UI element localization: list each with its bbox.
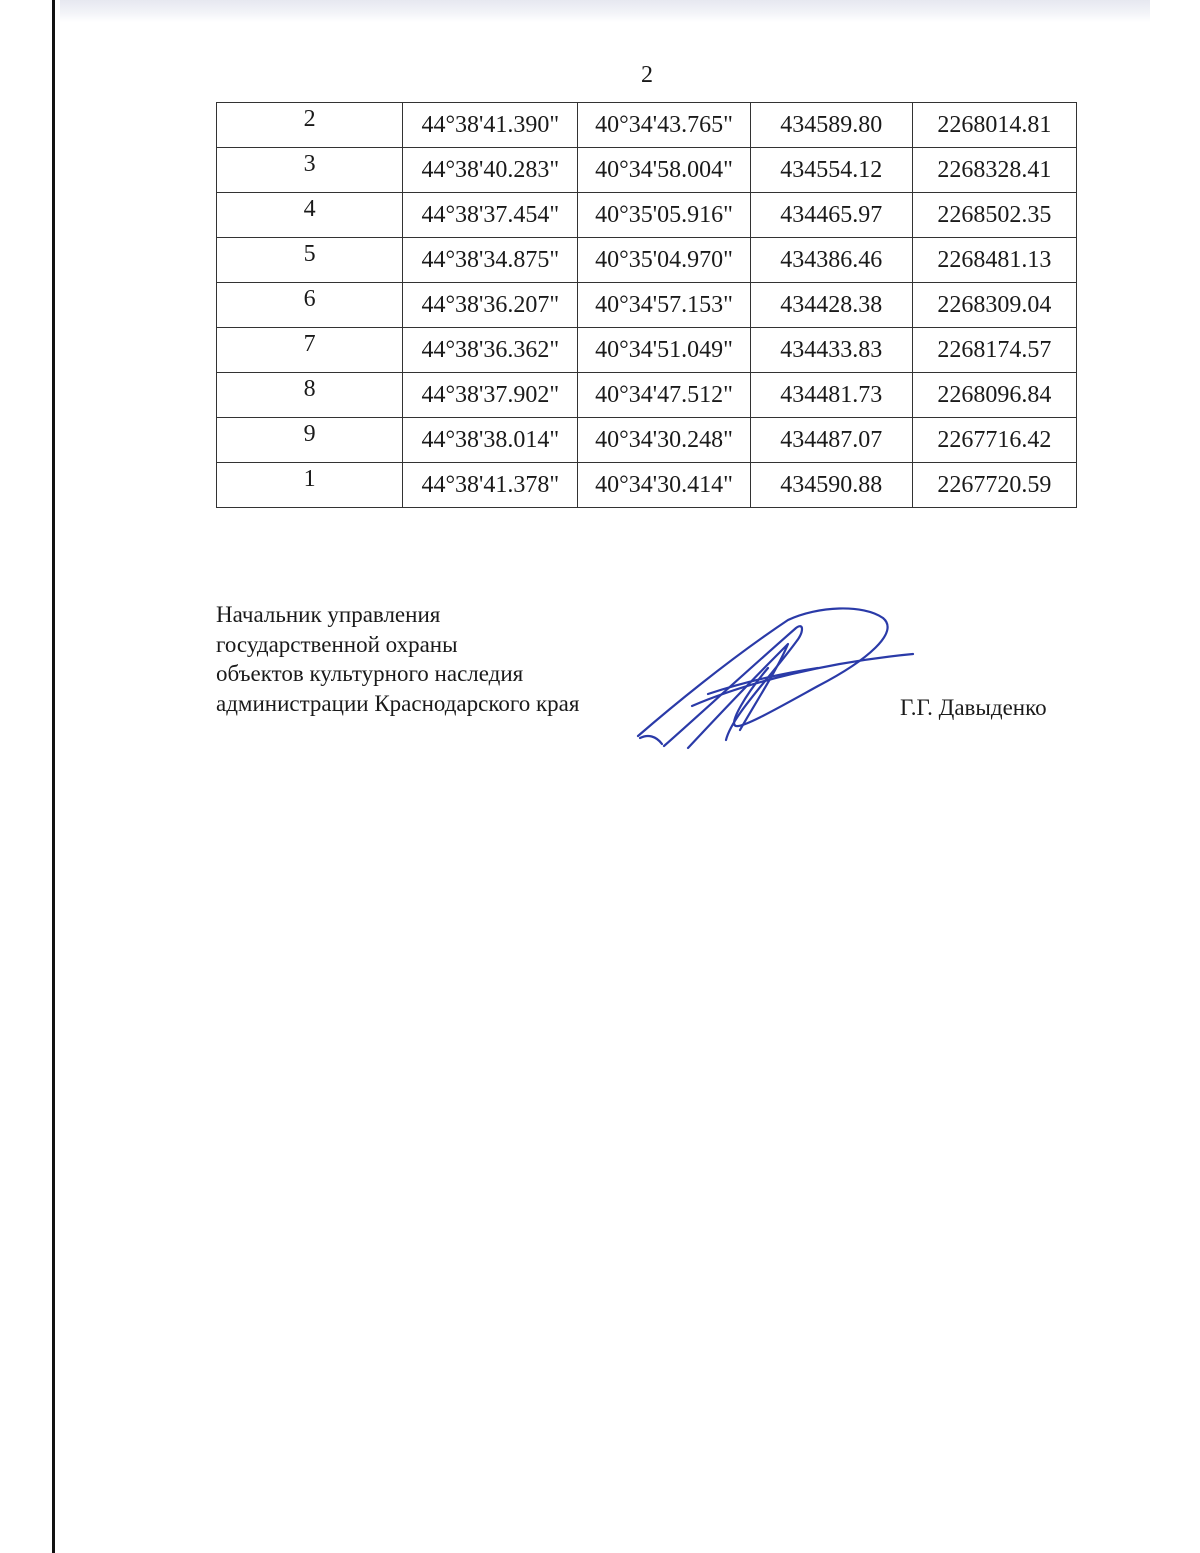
longitude-cell: 40°34'58.004" xyxy=(578,148,750,193)
y-coordinate-cell: 2267716.42 xyxy=(912,418,1076,463)
table-row xyxy=(217,283,1077,328)
point-number-cell: 2 xyxy=(217,103,403,148)
latitude-cell: 44°38'36.362" xyxy=(403,328,578,373)
signatory-position xyxy=(216,600,579,718)
y-coordinate-cell: 2268096.84 xyxy=(912,373,1076,418)
longitude-cell: 40°34'47.512" xyxy=(578,373,750,418)
coordinates-table xyxy=(216,102,1077,508)
longitude-cell: 40°35'05.916" xyxy=(578,193,750,238)
latitude-cell: 44°38'38.014" xyxy=(403,418,578,463)
signatory-position-line: государственной охраны xyxy=(216,631,458,657)
signatory-position-line: Начальник управления xyxy=(216,602,441,627)
longitude-cell: 40°34'43.765" xyxy=(578,103,750,148)
point-number-cell: 6 xyxy=(217,283,403,328)
signatory-position-line: администрации Краснодарского края xyxy=(216,690,580,716)
point-number-cell: 9 xyxy=(217,418,403,463)
x-coordinate-cell: 434590.88 xyxy=(750,463,912,508)
y-coordinate-cell: 2268328.41 xyxy=(912,148,1076,193)
table-row xyxy=(217,148,1077,193)
table-row xyxy=(217,463,1077,508)
x-coordinate-cell: 434386.46 xyxy=(750,238,912,283)
longitude-cell: 40°34'57.153" xyxy=(578,283,750,328)
table-row xyxy=(217,373,1077,418)
longitude-cell: 40°34'51.049" xyxy=(578,328,750,373)
y-coordinate-cell: 2268481.13 xyxy=(912,238,1076,283)
latitude-cell: 44°38'37.902" xyxy=(403,373,578,418)
x-coordinate-cell: 434465.97 xyxy=(750,193,912,238)
latitude-cell: 44°38'34.875" xyxy=(403,238,578,283)
latitude-cell: 44°38'36.207" xyxy=(403,283,578,328)
latitude-cell: 44°38'37.454" xyxy=(403,193,578,238)
latitude-cell: 44°38'40.283" xyxy=(403,148,578,193)
y-coordinate-cell: 2268014.81 xyxy=(912,103,1076,148)
page-edge-line xyxy=(52,0,55,1553)
x-coordinate-cell: 434433.83 xyxy=(750,328,912,373)
x-coordinate-cell: 434481.73 xyxy=(750,373,912,418)
point-number-cell: 3 xyxy=(217,148,403,193)
y-coordinate-cell: 2268309.04 xyxy=(912,283,1076,328)
point-number-cell: 5 xyxy=(217,238,403,283)
y-coordinate-cell: 2268502.35 xyxy=(912,193,1076,238)
y-coordinate-cell: 2268174.57 xyxy=(912,328,1076,373)
point-number-cell: 8 xyxy=(217,373,403,418)
table-row xyxy=(217,238,1077,283)
latitude-cell: 44°38'41.390" xyxy=(403,103,578,148)
table-row xyxy=(217,103,1077,148)
signatory-position-line: объектов культурного наследия xyxy=(216,661,524,686)
scan-top-shadow xyxy=(60,0,1150,22)
point-number-cell: 4 xyxy=(217,193,403,238)
point-number-cell: 7 xyxy=(217,328,403,373)
longitude-cell: 40°35'04.970" xyxy=(578,238,750,283)
longitude-cell: 40°34'30.248" xyxy=(578,418,750,463)
x-coordinate-cell: 434487.07 xyxy=(750,418,912,463)
x-coordinate-cell: 434554.12 xyxy=(750,148,912,193)
y-coordinate-cell: 2267720.59 xyxy=(912,463,1076,508)
x-coordinate-cell: 434428.38 xyxy=(750,283,912,328)
table-row xyxy=(217,193,1077,238)
x-coordinate-cell: 434589.80 xyxy=(750,103,912,148)
latitude-cell: 44°38'41.378" xyxy=(403,463,578,508)
handwritten-signature xyxy=(628,598,918,754)
table-row xyxy=(217,418,1077,463)
signatory-name: Г.Г. Давыденко xyxy=(900,695,1047,720)
table-row xyxy=(217,328,1077,373)
longitude-cell: 40°34'30.414" xyxy=(578,463,750,508)
point-number-cell: 1 xyxy=(217,463,403,508)
page-number: 2 xyxy=(641,62,653,88)
